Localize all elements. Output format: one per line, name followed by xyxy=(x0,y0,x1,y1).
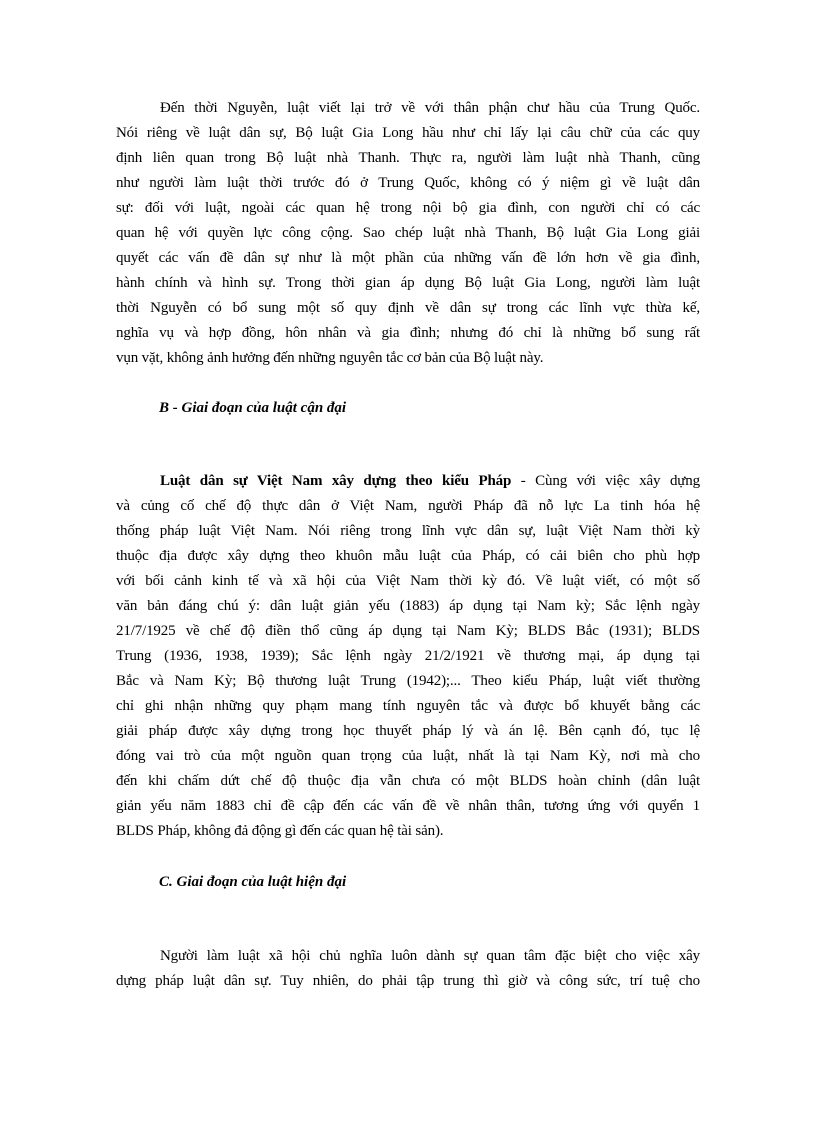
document-page xyxy=(116,0,700,1123)
section-heading-b: B - Giai đoạn của luật cận đại xyxy=(159,400,347,416)
text-line: giản yếu năm 1883 chỉ đề cập đến các vấn đề về nhân thân, tương ứng với quyển 1 xyxy=(116,798,700,814)
text-line: văn bản đáng chú ý: dân luật giản yếu (1883) áp dụng tại Nam kỳ; Sắc lệnh ngày xyxy=(116,598,700,614)
text-line: như người làm luật thời trước đó ở Trung Quốc, không có ý niệm gì về luật dân xyxy=(116,175,700,191)
text-line: 21/7/1925 về chế độ điền thổ cũng áp dụng tại Nam Kỳ; BLDS Bắc (1931); BLDS xyxy=(116,623,700,639)
text-line: Trung (1936, 1938, 1939); Sắc lệnh ngày 21/2/1921 về thương mại, áp dụng tại xyxy=(116,648,700,664)
text-line: dựng pháp luật dân sự. Tuy nhiên, do phải tập trung thì giờ và công sức, trí tuệ cho xyxy=(116,973,700,989)
lead-bold-phrase: Luật dân sự Việt Nam xây dựng theo kiểu Pháp xyxy=(160,473,512,489)
text-line: thống pháp luật Việt Nam. Nói riêng trong lĩnh vực dân sự, luật Việt Nam thời kỳ xyxy=(116,523,700,539)
text-line: giải pháp được xây dựng trong học thuyết pháp lý và án lệ. Bên cạnh đó, tục lệ xyxy=(116,723,700,739)
section-heading-c: C. Giai đoạn của luật hiện đại xyxy=(159,874,347,890)
text-line: đến khi chấm dứt chế độ thuộc địa vẫn chưa có một BLDS hoàn chỉnh (dân luật xyxy=(116,773,700,789)
text-line: Người làm luật xã hội chủ nghĩa luôn dành sự quan tâm đặc biệt cho việc xây xyxy=(160,948,700,964)
text-line: quyết các vấn đề dân sự như là một phần của những vấn đề lớn hơn về gia đình, xyxy=(116,250,700,266)
text-line: thuộc địa được xây dựng theo khuôn mẫu luật của Pháp, có cải biên cho phù hợp xyxy=(116,548,700,564)
text-line: chỉ ghi nhận những quy phạm mang tính nguyên tắc và được bổ khuyết bằng các xyxy=(116,698,700,714)
text-line: sự: đối với luật, ngoài các quan hệ trong nội bộ gia đình, con người chỉ có các xyxy=(116,200,700,216)
text-line: BLDS Pháp, không đả động gì đến các quan hệ tài sản). xyxy=(116,823,444,839)
text-line: đóng vai trò của một nguồn quan trọng của luật, nhất là tại Nam Kỳ, nơi mà cho xyxy=(116,748,700,764)
text-line: và củng cố chế độ thực dân ở Việt Nam, người Pháp đã nỗ lực La tinh hóa hệ xyxy=(116,498,700,514)
text-line: nghĩa vụ và hợp đồng, hôn nhân và gia đình; nhưng đó chỉ là những bổ sung rất xyxy=(116,325,700,341)
text-line: Đến thời Nguyễn, luật viết lại trở về với thân phận chư hầu của Trung Quốc. xyxy=(160,100,700,116)
text-line: quan hệ với quyền lực công cộng. Sao chép luật nhà Thanh, Bộ luật Gia Long giải xyxy=(116,225,700,241)
text-line-lead xyxy=(160,470,700,492)
text-line: định liên quan trong Bộ luật nhà Thanh. Thực ra, người làm luật nhà Thanh, cũng xyxy=(116,150,700,166)
text-line: Nói riêng về luật dân sự, Bộ luật Gia Long hầu như chỉ lấy lại câu chữ của các quy xyxy=(116,125,700,141)
text-line: thời Nguyễn có bổ sung một số quy định về dân sự trong các lĩnh vực thừa kế, xyxy=(116,300,700,316)
text-line: vụn vặt, không ảnh hưởng đến những nguyên tắc cơ bản của Bộ luật này. xyxy=(116,350,544,366)
text-line: Bắc và Nam Kỳ; Bộ thương luật Trung (1942);... Theo kiểu Pháp, luật viết thường xyxy=(116,673,700,689)
text-line: hành chính và hình sự. Trong thời gian áp dụng Bộ luật Gia Long, người làm luật xyxy=(116,275,700,291)
text-line: với bối cảnh kinh tế và xã hội của Việt Nam thời kỳ đó. Về luật viết, có một số xyxy=(116,573,700,589)
lead-rest: - Cùng với việc xây dựng xyxy=(511,473,700,489)
